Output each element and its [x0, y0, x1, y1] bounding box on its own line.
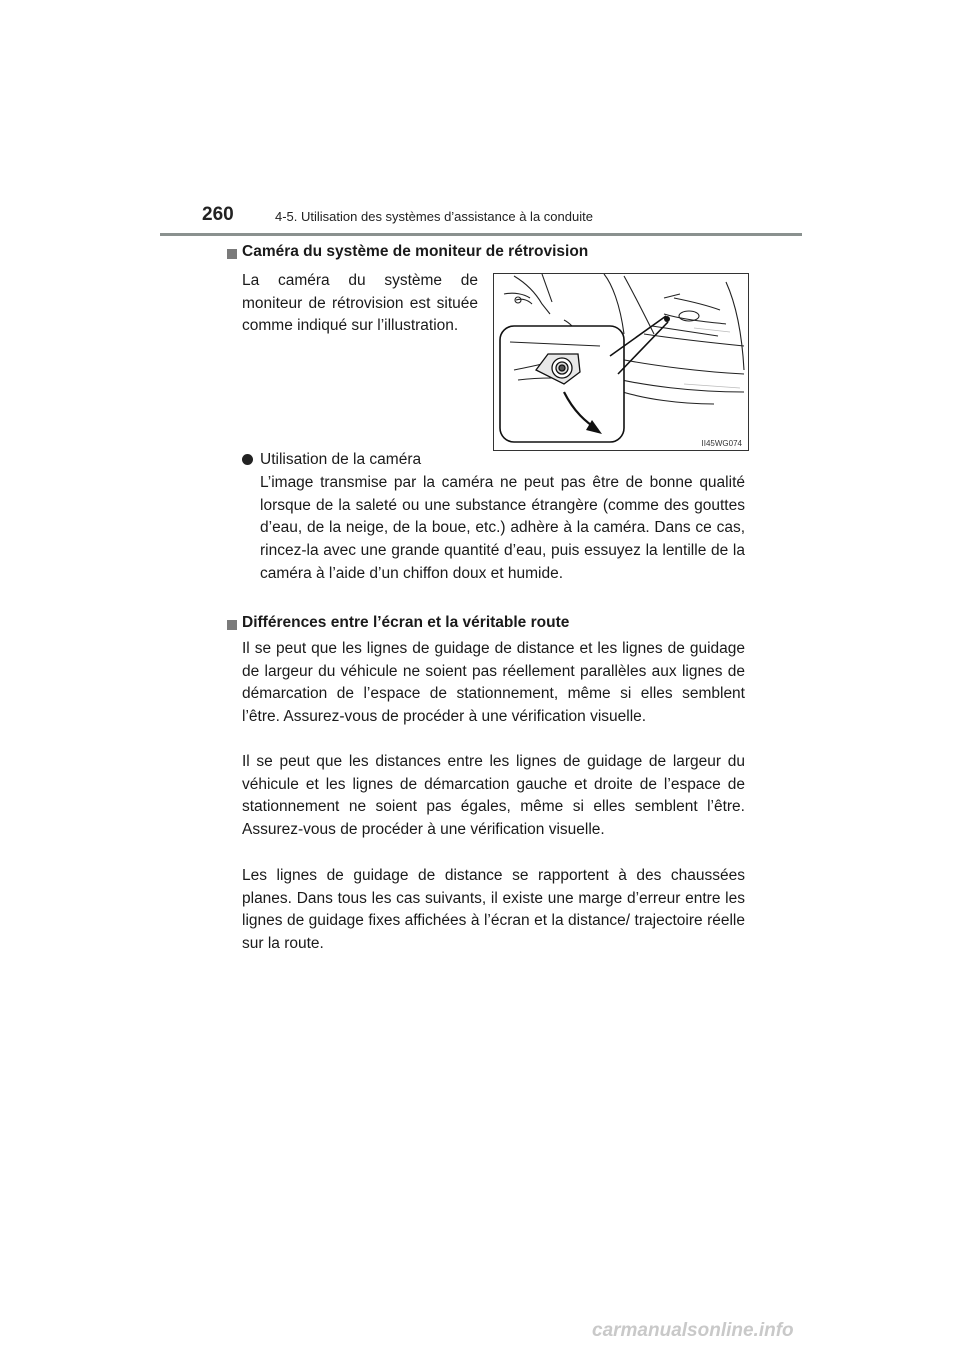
page-header — [160, 204, 802, 236]
bullet-text: L’image transmise par la caméra ne peut pas être de bonne qualité lorsque de la saleté ou une substance étrangère (comme des gouttes d’eau, de la neige, de la boue, etc.) adhère à la caméra. Dans ce cas, rincez-la avec une grande quantité d’eau, puis essuyez la lentille de la caméra à l’aide d’un chiffon doux et humide. — [260, 474, 745, 582]
intro-paragraph: La caméra du système de moniteur de rétrovision est située comme indiqué sur l’illustration. — [242, 272, 478, 335]
section-title: 4-5. Utilisation des systèmes d’assistance à la conduite — [275, 209, 593, 224]
figure-code: II45WG074 — [701, 439, 742, 448]
section-heading: Différences entre l’écran et la véritable route — [242, 614, 570, 631]
section-square-icon — [227, 620, 237, 630]
section-square-icon — [227, 249, 237, 259]
paragraph: Il se peut que les lignes de guidage de distance et les lignes de guidage de largeur du véhicule ne soient pas réellement parallèles aux lignes de démarcation de l’espace de stationnement, même si elles semblent l’être. Assurez-vous de procéder à une vérification visuelle. — [242, 640, 745, 726]
paragraph: Les lignes de guidage de distance se rapportent à des chaussées planes. Dans tous les cas suivants, il existe une marge d’erreur entre les lignes de guidage fixes affichées à l’écran et la distance/ trajectoire réelle sur la route. — [242, 867, 745, 953]
car-rear-camera-drawing — [494, 274, 749, 451]
page-number: 260 — [202, 204, 234, 225]
section-heading: Caméra du système de moniteur de rétrovision — [242, 243, 589, 260]
watermark: carmanualsonline.info — [592, 1320, 794, 1341]
header-rule — [160, 233, 802, 236]
bullet-label: Utilisation de la caméra — [260, 451, 422, 468]
paragraph: Il se peut que les distances entre les lignes de guidage de largeur du véhicule et les lignes de démarcation gauche et droite de l’espace de stationnement ne soient pas égales, même si elles semblent l’être. Assurez-vous de procéder à une vérification visuelle. — [242, 753, 745, 839]
bullet-icon — [242, 454, 253, 465]
camera-illustration — [493, 273, 749, 451]
